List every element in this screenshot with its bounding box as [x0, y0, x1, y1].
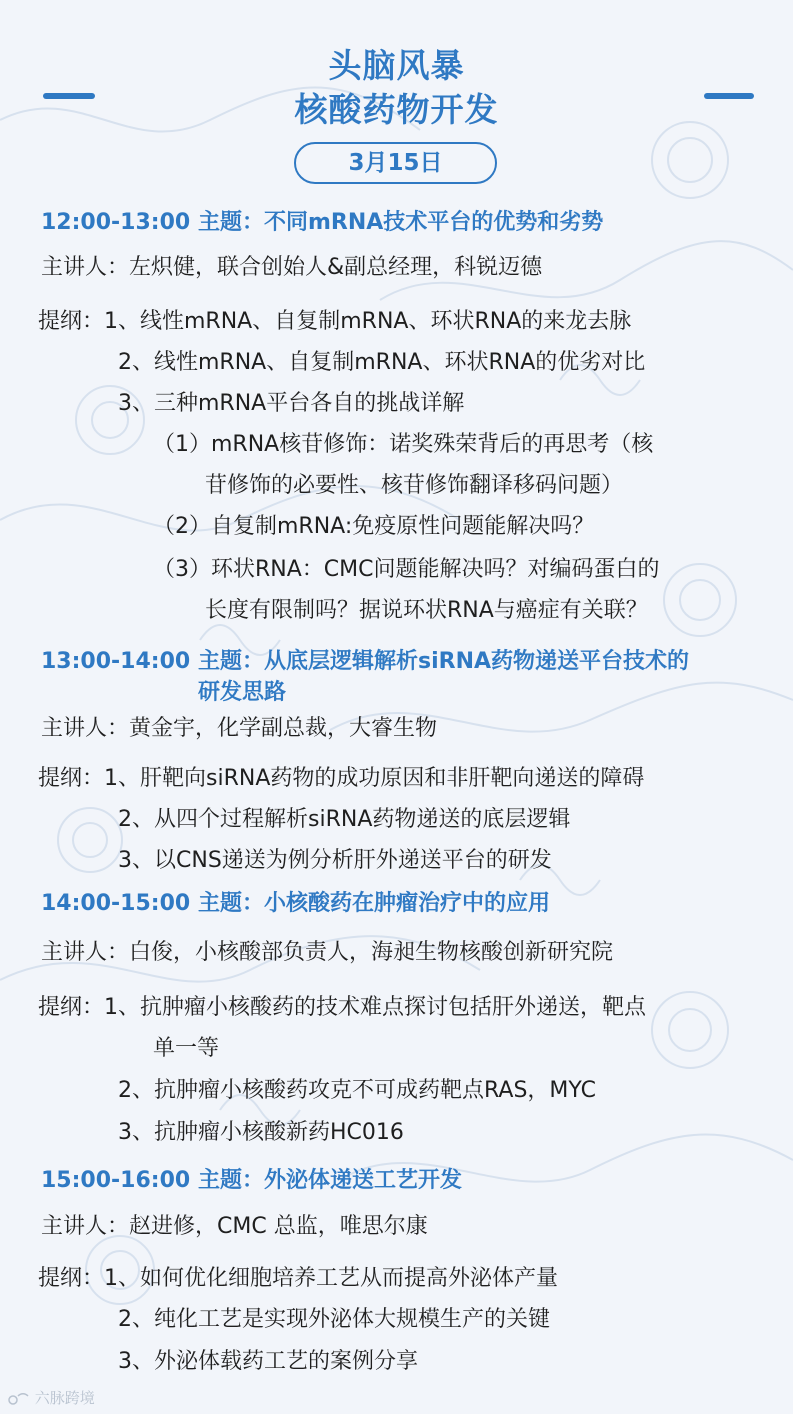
session-1-outline-subitem: （2）自复制mRNA:免疫原性问题能解决吗？	[153, 514, 595, 539]
session-4-outline-item: 2、纯化工艺是实现外泌体大规模生产的关键	[118, 1307, 550, 1332]
session-3-outline-item: 单一等	[153, 1036, 220, 1061]
session-4-topic: 主题：外泌体递送工艺开发	[198, 1168, 463, 1193]
session-1-outline-item: 提纲：1、线性mRNA、自复制mRNA、环状RNA的来龙去脉	[38, 309, 632, 334]
watermark-logo-icon	[8, 1392, 30, 1406]
date-badge: 3月15日	[294, 142, 497, 184]
session-1-outline-subitem: （1）mRNA核苷修饰：诺奖殊荣背后的再思考（核	[153, 432, 654, 457]
session-3-outline-item: 3、抗肿瘤小核酸新药HC016	[118, 1120, 404, 1145]
session-2-outline-item: 3、以CNS递送为例分析肝外递送平台的研发	[118, 848, 552, 873]
session-2-outline-item: 2、从四个过程解析siRNA药物递送的底层逻辑	[118, 807, 571, 832]
watermark-text: 六脉跨境	[34, 1389, 95, 1407]
session-1-outline-subitem: （3）环状RNA：CMC问题能解决吗？对编码蛋白的	[153, 557, 660, 582]
session-3-time: 14:00-15:00	[41, 891, 191, 916]
session-4-outline-item: 提纲：1、如何优化细胞培养工艺从而提高外泌体产量	[38, 1266, 558, 1291]
session-3-speaker: 主讲人：白俊，小核酸部负责人，海昶生物核酸创新研究院	[41, 940, 614, 965]
session-3-outline-item: 提纲：1、抗肿瘤小核酸药的技术难点探讨包括肝外递送，靶点	[38, 995, 646, 1020]
session-1-topic: 主题：不同mRNA技术平台的优势和劣势	[198, 210, 604, 235]
page-title-line2: 核酸药物开发	[294, 90, 499, 129]
watermark	[8, 1388, 95, 1408]
session-3-outline-item: 2、抗肿瘤小核酸药攻克不可成药靶点RAS，MYC	[118, 1078, 596, 1103]
session-2-speaker: 主讲人：黄金宇，化学副总裁，大睿生物	[41, 716, 438, 741]
session-2-time: 13:00-14:00	[41, 649, 191, 674]
session-4-outline-item: 3、外泌体载药工艺的案例分享	[118, 1349, 418, 1374]
page-title-line1: 头脑风暴	[328, 46, 465, 85]
session-1-time: 12:00-13:00	[41, 210, 191, 235]
session-1-outline-item: 3、三种mRNA平台各自的挑战详解	[118, 391, 465, 416]
session-4-time: 15:00-16:00	[41, 1168, 191, 1193]
session-2-outline-item: 提纲：1、肝靶向siRNA药物的成功原因和非肝靶向递送的障碍	[38, 766, 645, 791]
session-1-speaker: 主讲人：左炽健，联合创始人&副总经理，科锐迈德	[41, 255, 543, 280]
session-2-topic-line2: 研发思路	[198, 680, 287, 705]
session-4-speaker: 主讲人：赵进修，CMC 总监，唯思尔康	[41, 1214, 428, 1239]
session-1-outline-subitem: 长度有限制吗？据说环状RNA与癌症有关联？	[205, 598, 648, 623]
session-1-outline-subitem: 苷修饰的必要性、核苷修饰翻译移码问题）	[205, 473, 624, 498]
session-3-topic: 主题：小核酸药在肿瘤治疗中的应用	[198, 891, 551, 916]
session-1-outline-item: 2、线性mRNA、自复制mRNA、环状RNA的优劣对比	[118, 350, 646, 375]
session-2-topic-line1: 主题：从底层逻辑解析siRNA药物递送平台技术的	[198, 649, 690, 674]
